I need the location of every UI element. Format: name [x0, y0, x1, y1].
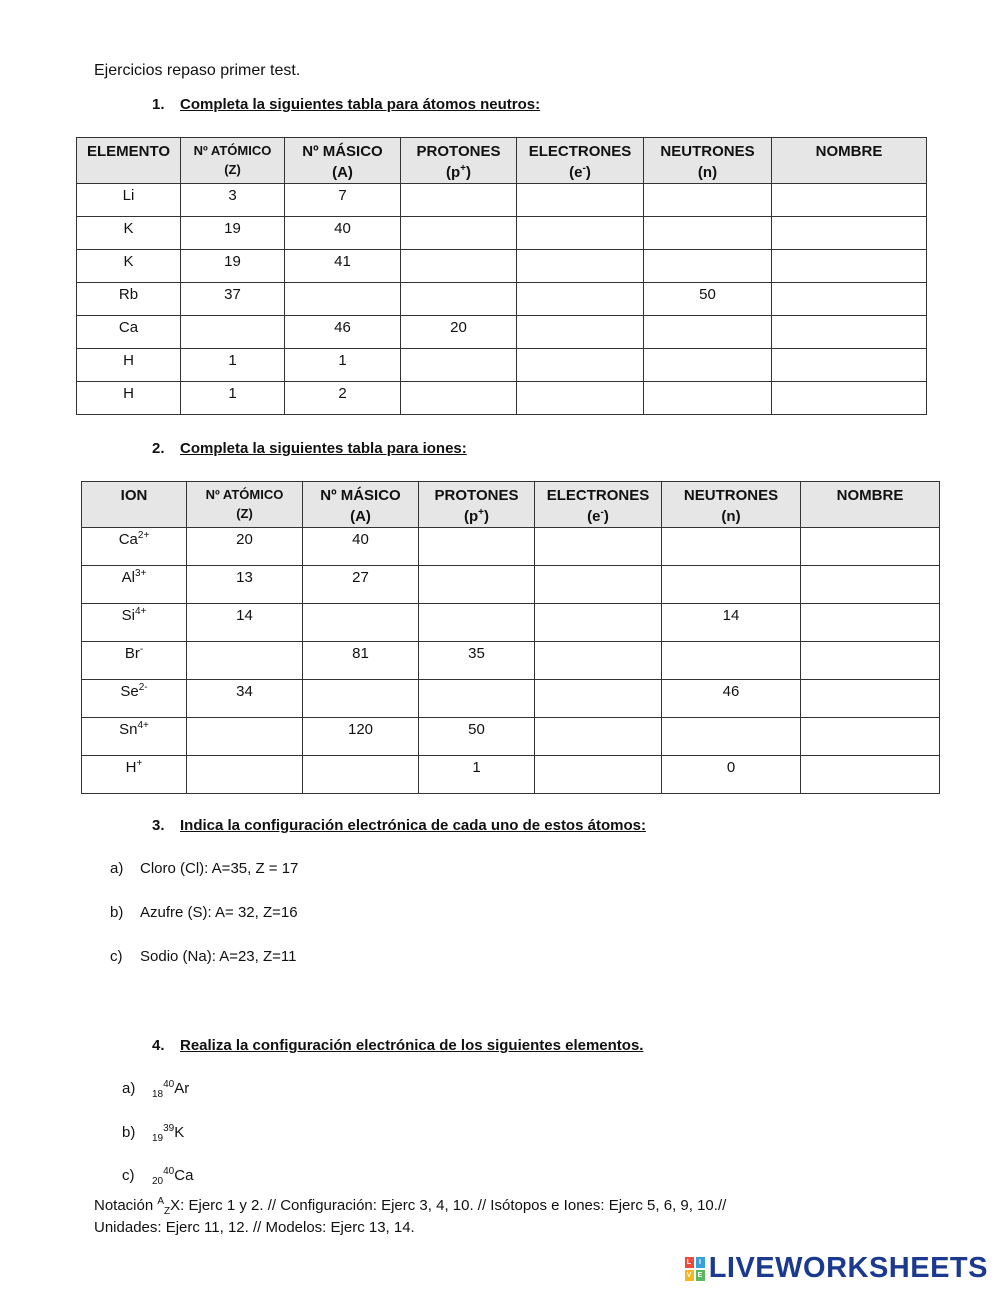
logo-text: LIVEWORKSHEETS — [708, 1252, 988, 1284]
value-cell: 7 — [285, 184, 401, 217]
column-header: Nº ATÓMICO (Z) — [187, 482, 303, 528]
answer-cell[interactable] — [644, 349, 772, 382]
answer-cell[interactable] — [772, 316, 927, 349]
value-cell: 2 — [285, 382, 401, 415]
value-cell: 19 — [181, 217, 285, 250]
value-cell: 20 — [187, 528, 303, 566]
item-label: b) — [122, 1124, 136, 1141]
table-row — [77, 283, 927, 316]
table-row — [77, 250, 927, 283]
value-cell: 3 — [181, 184, 285, 217]
answer-cell[interactable] — [772, 349, 927, 382]
answer-cell[interactable] — [535, 680, 662, 718]
value-cell: 1 — [181, 349, 285, 382]
value-cell: 1 — [419, 756, 535, 794]
answer-cell[interactable] — [772, 184, 927, 217]
element-symbol: Ar — [174, 1080, 190, 1097]
column-header: NEUTRONES (n) — [662, 482, 801, 528]
answer-cell[interactable] — [801, 718, 940, 756]
section-4-title — [152, 1037, 643, 1054]
section-number: 2. — [152, 440, 165, 457]
table-row — [82, 642, 940, 680]
answer-cell[interactable] — [419, 680, 535, 718]
item-text: Cloro (Cl): A=35, Z = 17 — [140, 860, 299, 877]
table-row — [77, 184, 927, 217]
table-row — [82, 604, 940, 642]
answer-cell[interactable] — [801, 680, 940, 718]
answer-cell[interactable] — [772, 283, 927, 316]
value-cell: 81 — [303, 642, 419, 680]
answer-cell[interactable] — [535, 528, 662, 566]
item-label: c) — [122, 1167, 135, 1184]
section-heading: Completa la siguientes tabla para iones: — [180, 440, 467, 457]
answer-cell[interactable] — [644, 184, 772, 217]
section-heading: Completa la siguientes tabla para átomos neutros: — [180, 96, 541, 113]
answer-cell[interactable] — [662, 718, 801, 756]
item-label: a) — [110, 860, 124, 877]
column-header: ELEMENTO — [77, 138, 181, 184]
logo-mark-icon — [685, 1257, 705, 1281]
value-cell: 1 — [285, 349, 401, 382]
answer-cell[interactable] — [801, 604, 940, 642]
value-cell: 14 — [187, 604, 303, 642]
answer-cell[interactable] — [187, 642, 303, 680]
column-header: NOMBRE — [801, 482, 940, 528]
section-heading: Realiza la configuración electrónica de los siguientes elementos. — [180, 1037, 644, 1054]
answer-cell[interactable] — [401, 382, 517, 415]
section-heading: Indica la configuración electrónica de cada uno de estos átomos: — [180, 817, 646, 834]
exercise-4-item-a — [122, 1079, 190, 1100]
section-number: 1. — [152, 96, 165, 113]
logo-mark-tile: V — [686, 1271, 692, 1279]
answer-cell[interactable] — [303, 756, 419, 794]
answer-cell[interactable] — [801, 642, 940, 680]
element-cell: Li — [77, 184, 181, 217]
element-symbol: Ca — [174, 1167, 194, 1184]
mass-number: 40 — [163, 1079, 175, 1090]
column-header: Nº ATÓMICO (Z) — [181, 138, 285, 184]
answer-cell[interactable] — [662, 528, 801, 566]
answer-cell[interactable] — [401, 349, 517, 382]
answer-cell[interactable] — [772, 217, 927, 250]
value-cell: 13 — [187, 566, 303, 604]
section-number: 3. — [152, 817, 165, 834]
exercise-3-item-c — [110, 948, 296, 965]
logo-mark-tile: E — [697, 1271, 703, 1279]
section-1-title — [152, 96, 540, 113]
answer-cell[interactable] — [644, 382, 772, 415]
answer-cell[interactable] — [419, 566, 535, 604]
column-header: Nº MÁSICO (A) — [303, 482, 419, 528]
answer-cell[interactable] — [517, 250, 644, 283]
value-cell: 46 — [285, 316, 401, 349]
value-cell: 19 — [181, 250, 285, 283]
mass-number: 39 — [163, 1123, 175, 1134]
table-row — [82, 756, 940, 794]
answer-cell[interactable] — [772, 382, 927, 415]
answer-cell[interactable] — [535, 604, 662, 642]
value-cell: 34 — [187, 680, 303, 718]
element-cell: H — [77, 349, 181, 382]
column-header: Nº MÁSICO (A) — [285, 138, 401, 184]
footer-line-2: Unidades: Ejerc 11, 12. // Modelos: Ejerc 13, 14. — [94, 1219, 415, 1236]
column-header: ELECTRONES (e-) — [535, 482, 662, 528]
element-cell: Ca — [77, 316, 181, 349]
answer-cell[interactable] — [662, 642, 801, 680]
ion-cell: H+ — [82, 756, 187, 794]
atomic-number: 20 — [152, 1176, 164, 1187]
answer-cell[interactable] — [801, 756, 940, 794]
ion-cell: $Ca^{2+}$ — [82, 528, 187, 566]
table-row — [77, 316, 927, 349]
answer-cell[interactable] — [517, 184, 644, 217]
answer-cell[interactable] — [419, 528, 535, 566]
answer-cell[interactable] — [303, 604, 419, 642]
element-cell: H — [77, 382, 181, 415]
value-cell: 40 — [285, 217, 401, 250]
section-number: 4. — [152, 1037, 165, 1054]
answer-cell[interactable] — [187, 756, 303, 794]
exercise-4-item-b — [122, 1123, 185, 1144]
footer-line-1: Notación $^A_Z$X: Ejerc 1 y 2. // Configuración: Ejerc 3, 4, 10. // Isótopos e Iones: Ejerc 5, 6, 9, 10.// — [94, 1196, 727, 1217]
answer-cell[interactable] — [662, 566, 801, 604]
answer-cell[interactable] — [644, 250, 772, 283]
ion-cell: Br- — [82, 642, 187, 680]
item-text: Sodio (Na): A=23, Z=11 — [140, 948, 297, 965]
column-header: PROTONES (p+) — [419, 482, 535, 528]
value-cell: 41 — [285, 250, 401, 283]
logo-mark-tile: L — [685, 1257, 694, 1268]
answer-cell[interactable] — [801, 528, 940, 566]
answer-cell[interactable] — [303, 680, 419, 718]
item-label: b) — [110, 904, 124, 921]
ions-table — [81, 481, 940, 794]
mass-number: 40 — [163, 1166, 175, 1177]
intro-text: Ejercicios repaso primer test. — [94, 62, 301, 79]
answer-cell[interactable] — [535, 756, 662, 794]
table-row — [82, 718, 940, 756]
answer-cell[interactable] — [517, 283, 644, 316]
value-cell: 37 — [181, 283, 285, 316]
value-cell: 1 — [181, 382, 285, 415]
element-cell: Rb — [77, 283, 181, 316]
answer-cell[interactable] — [401, 184, 517, 217]
ion-cell: $Al^{3+}$ — [82, 566, 187, 604]
table-row — [77, 349, 927, 382]
ion-cell: $Se^{2-}$ — [82, 680, 187, 718]
answer-cell[interactable] — [772, 250, 927, 283]
answer-cell[interactable] — [517, 382, 644, 415]
column-header: NOMBRE — [772, 138, 927, 184]
value-cell: 46 — [662, 680, 801, 718]
neutral-atoms-table — [76, 137, 927, 415]
column-header: ELECTRONES (e-) — [517, 138, 644, 184]
value-cell: 20 — [401, 316, 517, 349]
answer-cell[interactable] — [517, 217, 644, 250]
element-cell: K — [77, 250, 181, 283]
table-row — [82, 528, 940, 566]
exercise-3-item-a — [110, 860, 298, 877]
ion-cell: $Sn^{4+}$ — [82, 718, 187, 756]
column-header: PROTONES (p+) — [401, 138, 517, 184]
value-cell: 120 — [303, 718, 419, 756]
atomic-number: 18 — [152, 1089, 164, 1100]
answer-cell[interactable] — [187, 718, 303, 756]
ion-cell: $Si^{4+}$ — [82, 604, 187, 642]
element-symbol: K — [174, 1124, 185, 1141]
table-row — [77, 382, 927, 415]
value-cell: 0 — [662, 756, 801, 794]
answer-cell[interactable] — [419, 604, 535, 642]
answer-cell[interactable] — [644, 217, 772, 250]
table-row — [82, 680, 940, 718]
answer-cell[interactable] — [285, 283, 401, 316]
answer-cell[interactable] — [181, 316, 285, 349]
answer-cell[interactable] — [517, 316, 644, 349]
answer-cell[interactable] — [801, 566, 940, 604]
section-2-title — [152, 440, 467, 457]
item-label: a) — [122, 1080, 136, 1097]
value-cell: 35 — [419, 642, 535, 680]
value-cell: 27 — [303, 566, 419, 604]
answer-cell[interactable] — [401, 250, 517, 283]
footer-notes — [94, 1195, 726, 1239]
answer-cell[interactable] — [535, 566, 662, 604]
answer-cell[interactable] — [401, 217, 517, 250]
value-cell: 14 — [662, 604, 801, 642]
value-cell: 50 — [419, 718, 535, 756]
section-3-title — [152, 817, 646, 834]
element-cell: K — [77, 217, 181, 250]
answer-cell[interactable] — [535, 642, 662, 680]
exercise-3-item-b — [110, 904, 298, 921]
liveworksheets-logo — [685, 1252, 988, 1285]
item-label: c) — [110, 948, 123, 965]
answer-cell[interactable] — [517, 349, 644, 382]
value-cell: 40 — [303, 528, 419, 566]
column-header: ION — [82, 482, 187, 528]
answer-cell[interactable] — [535, 718, 662, 756]
item-text: Azufre (S): A= 32, Z=16 — [140, 904, 298, 921]
table-row — [82, 566, 940, 604]
answer-cell[interactable] — [401, 283, 517, 316]
exercise-4-item-c — [122, 1166, 194, 1187]
atomic-number: 19 — [152, 1133, 164, 1144]
column-header: NEUTRONES (n) — [644, 138, 772, 184]
value-cell: 50 — [644, 283, 772, 316]
logo-mark-tile: I — [696, 1257, 705, 1268]
answer-cell[interactable] — [644, 316, 772, 349]
table-row — [77, 217, 927, 250]
